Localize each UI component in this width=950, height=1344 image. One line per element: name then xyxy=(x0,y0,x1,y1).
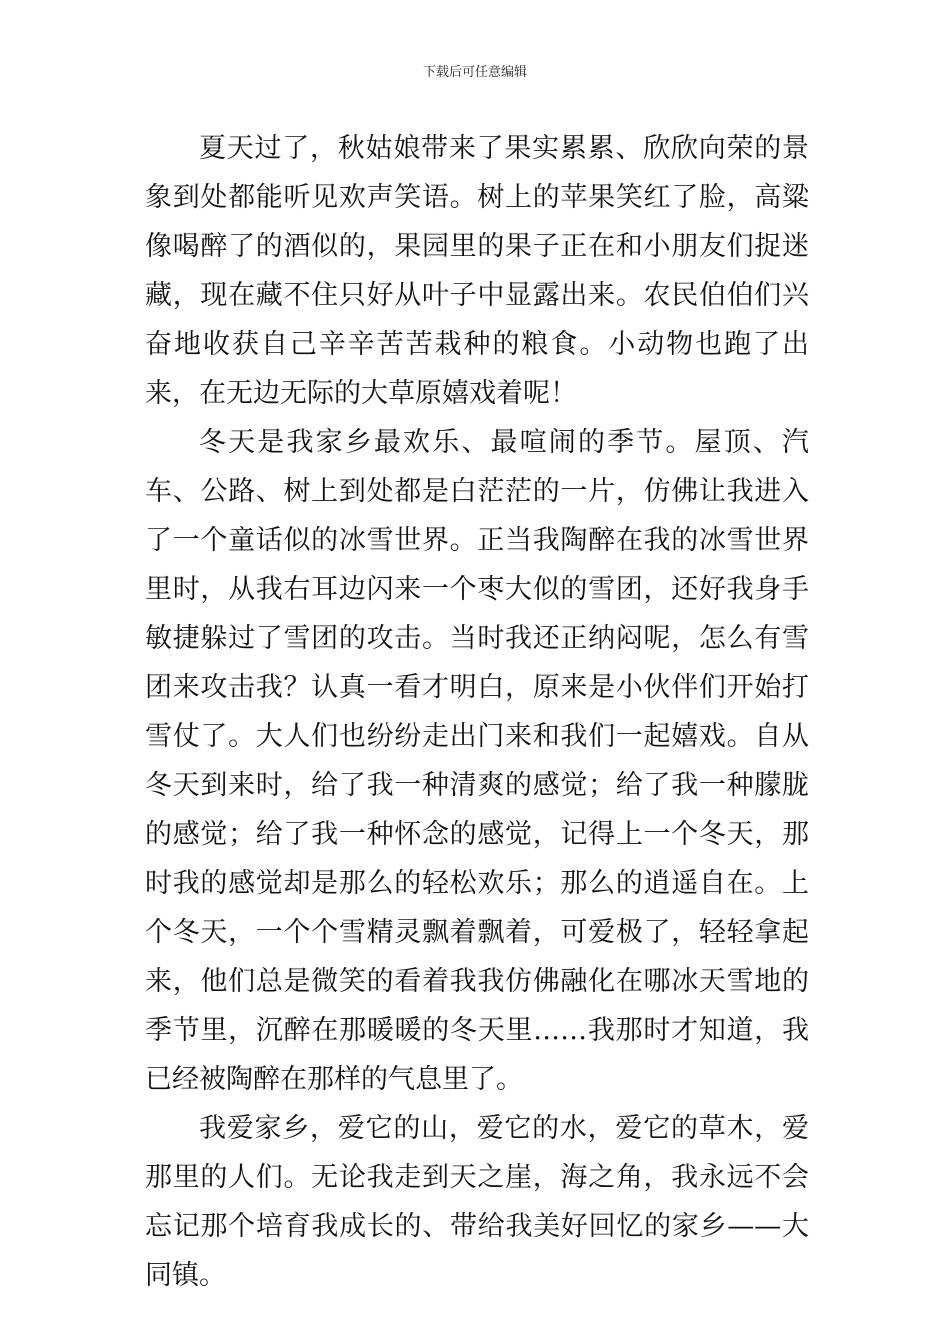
paragraph-winter: 冬天是我家乡最欢乐、最喧闹的季节。屋顶、汽车、公路、树上到处都是白茫茫的一片，仿佛让我进入了一个童话似的冰雪世界。正当我陶醉在我的冰雪世界里时，从我右耳边闪来一个枣大似的雪团，还好我身手敏捷躲过了雪团的攻击。当时我还正纳闷呢，怎么有雪团来攻击我？认真一看才明白，原来是小伙伴们开始打雪仗了。大人们也纷纷走出门来和我们一起嬉戏。自从冬天到来时，给了我一种清爽的感觉；给了我一种朦胧的感觉；给了我一种怀念的感觉，记得上一个冬天，那时我的感觉却是那么的轻松欢乐；那么的逍遥自在。上个冬天，一个个雪精灵飘着飘着，可爱极了，轻轻拿起来，他们总是微笑的看着我我仿佛融化在哪冰天雪地的季节里，沉醉在那暖暖的冬天里……我那时才知道，我已经被陶醉在那样的气息里了。 xyxy=(145,427,809,1095)
paragraph-hometown: 我爱家乡，爱它的山，爱它的水，爱它的草木，爱那里的人们。无论我走到天之崖，海之角，我永远不会忘记那个培育我成长的、带给我美好回忆的家乡——大同镇。 xyxy=(145,1113,809,1291)
paragraph-autumn: 夏天过了，秋姑娘带来了果实累累、欣欣向荣的景象到处都能听见欢声笑语。树上的苹果笑红了脸，高粱像喝醉了的酒似的，果园里的果子正在和小朋友们捉迷藏，现在藏不住只好从叶子中显露出来。农民伯伯们兴奋地收获自己辛辛苦苦栽种的粮食。小动物也跑了出来，在无边无际的大草原嬉戏着呢！ xyxy=(145,133,809,409)
document-body xyxy=(145,124,809,1300)
page-header: 下载后可任意编辑 xyxy=(422,65,527,80)
